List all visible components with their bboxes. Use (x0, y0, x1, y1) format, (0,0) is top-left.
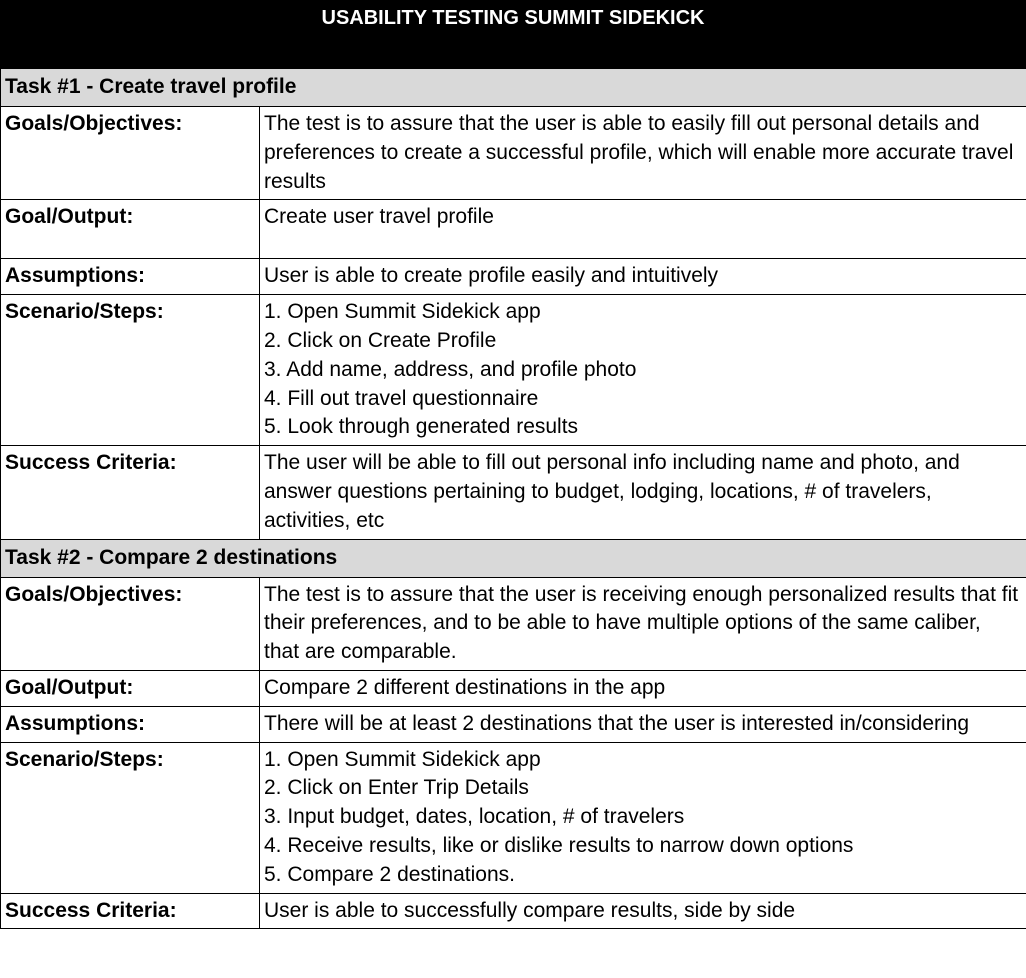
success-value: User is able to successfully compare results, side by side (260, 893, 1026, 929)
assumptions-value: User is able to create profile easily and intuitively (260, 259, 1026, 295)
table-row-output (1, 670, 1026, 706)
document-title: USABILITY TESTING SUMMIT SIDEKICK (0, 0, 1026, 69)
usability-test-table (0, 69, 1026, 929)
assumptions-value: There will be at least 2 destinations that the user is interested in/considering (260, 706, 1026, 742)
list-item: 4. Receive results, like or dislike results to narrow down options (264, 833, 854, 857)
table-row-steps (1, 295, 1026, 446)
row-label: Scenario/Steps: (1, 295, 260, 446)
list-item: 2. Click on Enter Trip Details (264, 776, 529, 800)
goals-value: The test is to assure that the user is able to easily fill out personal details and preferences to create a successful profile, which will enable more accurate travel results (260, 107, 1026, 200)
row-label: Success Criteria: (1, 893, 260, 929)
list-item: 2. Click on Create Profile (264, 328, 497, 352)
output-value: Create user travel profile (260, 200, 1026, 259)
table-row-success (1, 893, 1026, 929)
task-heading: Task #2 - Compare 2 destinations (1, 539, 1026, 577)
list-item: 5. Compare 2 destinations. (264, 862, 515, 886)
row-label: Goals/Objectives: (1, 577, 260, 670)
list-item: 3. Add name, address, and profile photo (264, 357, 637, 381)
row-label: Goal/Output: (1, 200, 260, 259)
table-row-goals (1, 577, 1026, 670)
list-item: 1. Open Summit Sidekick app (264, 747, 541, 771)
task-header-row (1, 539, 1026, 577)
row-label: Success Criteria: (1, 446, 260, 539)
row-label: Scenario/Steps: (1, 742, 260, 893)
steps-list (260, 295, 1026, 446)
list-item: 1. Open Summit Sidekick app (264, 300, 541, 324)
task-heading: Task #1 - Create travel profile (1, 69, 1026, 107)
goals-value: The test is to assure that the user is receiving enough personalized results that fit their preferences, and to be able to have multiple options of the same caliber, that are comparable. (260, 577, 1026, 670)
output-value: Compare 2 different destinations in the app (260, 670, 1026, 706)
row-label: Assumptions: (1, 706, 260, 742)
table-row-goals (1, 107, 1026, 200)
list-item: 4. Fill out travel questionnaire (264, 386, 539, 410)
steps-list (260, 742, 1026, 893)
list-item: 5. Look through generated results (264, 415, 579, 439)
table-row-output (1, 200, 1026, 259)
row-label: Goal/Output: (1, 670, 260, 706)
list-item: 3. Input budget, dates, location, # of travelers (264, 805, 685, 829)
table-row-success (1, 446, 1026, 539)
table-row-steps (1, 742, 1026, 893)
table-row-assumptions (1, 706, 1026, 742)
row-label: Goals/Objectives: (1, 107, 260, 200)
task-header-row (1, 69, 1026, 107)
row-label: Assumptions: (1, 259, 260, 295)
table-row-assumptions (1, 259, 1026, 295)
success-value: The user will be able to fill out personal info including name and photo, and answer questions pertaining to budget, lodging, locations, # of travelers, activities, etc (260, 446, 1026, 539)
